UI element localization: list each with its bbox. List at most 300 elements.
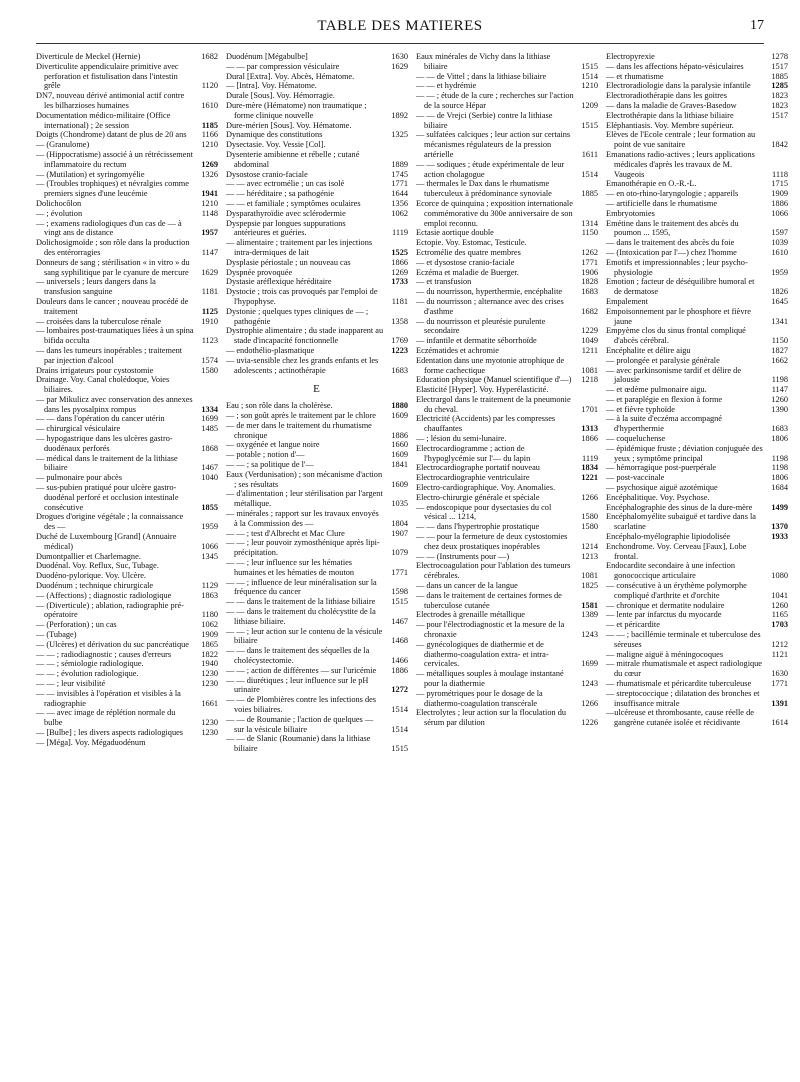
entry-page-number: 1699 xyxy=(581,659,598,669)
entry-text: — gynécologiques de diathermie et de diathermo-coagulation extra- et intra-cervicales. xyxy=(416,639,549,669)
entry-text: — (Perforation) ; un cas xyxy=(36,620,117,630)
entry-text: — — dans l'opération du cancer utérin xyxy=(36,414,165,424)
entry-text: — — ; leur pouvoir zymosthénique après lipi-précipitation. xyxy=(226,538,380,558)
entry-text: — — de Vittel ; dans la lithiase biliaire xyxy=(416,71,547,81)
index-entry xyxy=(416,228,598,238)
entry-text: Electrargol dans le traitement de la pneumonie du cheval. xyxy=(416,394,571,414)
entry-page-number: 1266 xyxy=(581,698,598,708)
entry-text: — en oto-rhino-laryngologie ; appareils xyxy=(606,189,739,199)
entry-text: Emanations radio-actives ; leurs applications médicales d'après les travaux de M. Vaugeois xyxy=(606,149,755,179)
index-entry xyxy=(416,591,598,611)
entry-text: Dysectasie. Voy. Vessie [Col]. xyxy=(226,140,326,150)
entry-text: — dans le traitement de certaines formes de tuberculose cutanée xyxy=(416,590,562,610)
entry-text: — dans la maladie de Graves-Basedow xyxy=(606,100,737,110)
index-entry xyxy=(36,571,218,581)
entry-page-number: 1581 xyxy=(581,600,598,610)
index-entry xyxy=(226,607,408,627)
index-entry xyxy=(606,610,788,620)
index-entry xyxy=(226,627,408,647)
entry-text: — dans un cancer de la langue xyxy=(416,581,518,591)
entry-page-number: 1123 xyxy=(201,336,218,346)
entry-text: — universels ; leurs dangers dans la transfusion sanguine xyxy=(36,277,156,297)
entry-text: Electrocardiogramme ; action de l'hypoglycémie sur l'— du lapin xyxy=(416,443,531,463)
entry-page-number: 1771 xyxy=(391,179,408,189)
entry-page-number: 1150 xyxy=(771,336,788,346)
entry-page-number: 1909 xyxy=(771,189,788,199)
index-entry xyxy=(416,91,598,111)
entry-text: — et fièvre typhoïde xyxy=(606,404,675,414)
index-entry xyxy=(226,268,408,278)
index-entry xyxy=(606,483,788,493)
entry-text: — — et familiale ; symptômes oculaires xyxy=(226,198,361,208)
entry-text: Electrodes à grenaille métallique xyxy=(416,610,525,620)
entry-text: Dysenterie amibienne et rébelle ; cutané abdominal xyxy=(226,149,360,169)
index-entry xyxy=(416,336,598,346)
entry-page-number: 1467 xyxy=(201,463,218,473)
index-entry xyxy=(416,483,598,493)
index-entry xyxy=(416,52,598,72)
entry-page-number: 1210 xyxy=(201,140,218,150)
entry-page-number: 1806 xyxy=(771,434,788,444)
entry-page-number: 1223 xyxy=(391,345,408,355)
index-entry xyxy=(416,434,598,444)
entry-page-number: 1326 xyxy=(201,169,218,179)
index-entry xyxy=(416,395,598,415)
index-entry xyxy=(416,493,598,503)
index-entry xyxy=(226,199,408,209)
entry-page-number: 1358 xyxy=(391,316,408,326)
entry-page-number: 1468 xyxy=(391,636,408,646)
index-entry xyxy=(606,150,788,179)
entry-page-number: 1165 xyxy=(771,610,788,620)
entry-text: Diverticule de Meckel (Hernie) xyxy=(36,52,141,61)
index-entry xyxy=(36,483,218,512)
entry-page-number: 1865 xyxy=(201,639,218,649)
entry-text: Electrolytes ; leur action sur la floculation du sérum par dilution xyxy=(416,708,566,728)
entry-page-number: 1683 xyxy=(391,365,408,375)
entry-text: — — (Instruments pour —) xyxy=(416,551,510,561)
index-entry xyxy=(606,356,788,366)
entry-page-number: 1035 xyxy=(391,499,408,509)
index-entry xyxy=(226,277,408,287)
entry-page-number: 1285 xyxy=(771,81,788,91)
entry-text: Empoisonnement par le phosphore et fièvre jaune xyxy=(606,306,751,326)
index-entry xyxy=(36,581,218,591)
entry-text: — — sodiques ; étude expérimentale de leur action cholagogue xyxy=(416,159,565,179)
index-entry xyxy=(226,81,408,91)
index-entry xyxy=(226,72,408,82)
entry-page-number: 1866 xyxy=(581,434,598,444)
entry-text: — — ; sa politique de l'— xyxy=(226,460,314,470)
entry-page-number: 1147 xyxy=(201,247,218,257)
index-entry xyxy=(226,258,408,268)
entry-text: — — ; leur influence sur les hématies humaines et les hématies de mouton xyxy=(226,558,355,577)
entry-page-number: 1081 xyxy=(581,571,598,581)
entry-text: Dolichosigmoïde ; son rôle dans la production des entérorragies xyxy=(36,238,190,257)
entry-text: — — ; bacillémie terminale et tuberculose des séreuses xyxy=(606,630,761,649)
index-entry xyxy=(226,346,408,356)
page-header xyxy=(0,14,800,38)
entry-page-number: 1609 xyxy=(391,450,408,460)
index-entry xyxy=(606,248,788,258)
entry-text: Empyème clos du sinus frontal compliqué d'abcès cérébral. xyxy=(606,326,746,346)
index-entry xyxy=(416,669,598,689)
entry-text: — [Intra]. Voy. Hématome. xyxy=(226,81,317,91)
index-entry xyxy=(226,307,408,327)
index-entry xyxy=(226,450,408,460)
index-entry xyxy=(606,630,788,650)
index-entry xyxy=(226,62,408,72)
entry-page-number: 1181 xyxy=(391,296,408,306)
index-entry xyxy=(606,209,788,219)
entry-page-number: 1684 xyxy=(771,483,788,493)
entry-page-number: 1699 xyxy=(201,414,218,424)
index-entry xyxy=(36,277,218,297)
entry-page-number: 1825 xyxy=(581,581,598,591)
index-entry xyxy=(606,689,788,709)
entry-text: — rhumatismale et péricardite tuberculeuse xyxy=(606,679,752,688)
index-entry xyxy=(36,62,218,91)
index-entry xyxy=(416,356,598,376)
entry-page-number: 1804 xyxy=(391,518,408,528)
index-entry xyxy=(416,199,598,228)
index-entry xyxy=(226,529,408,539)
index-entry xyxy=(36,414,218,424)
entry-page-number: 1062 xyxy=(201,620,218,630)
entry-page-number: 1066 xyxy=(201,541,218,551)
entry-page-number: 1118 xyxy=(772,169,788,179)
entry-text: Eaux (Verdunisation) ; son mécanisme d'action ; ses résultats xyxy=(226,469,383,489)
entry-text: — dans les tumeurs inopérables ; traitement par injection d'alcool xyxy=(36,345,183,365)
entry-page-number: 1313 xyxy=(581,424,598,434)
index-entry xyxy=(606,444,788,464)
index-entry xyxy=(36,375,218,395)
index-entry xyxy=(606,199,788,209)
index-entry xyxy=(226,287,408,307)
index-entry xyxy=(36,640,218,650)
index-entry xyxy=(226,101,408,121)
entry-page-number: 1629 xyxy=(391,61,408,71)
entry-page-number: 1682 xyxy=(201,52,218,61)
entry-text: — [Bulbe] ; les divers aspects radiologiques xyxy=(36,727,184,737)
index-entry xyxy=(226,421,408,441)
index-entry xyxy=(416,375,598,385)
entry-page-number: 1826 xyxy=(771,287,788,297)
entry-text: Eczématides et achromie xyxy=(416,345,499,355)
entry-text: — minérales ; rapport sur les travaux envoyés à la Commission des — xyxy=(226,509,379,528)
entry-text: Dyspnée provoquée xyxy=(226,267,293,277)
entry-text: Eczéma et maladie de Buerger. xyxy=(416,267,519,277)
entry-page-number: 1125 xyxy=(201,306,218,316)
index-entry xyxy=(36,708,218,728)
entry-text: Dolichocôlon xyxy=(36,198,82,208)
index-entry xyxy=(36,130,218,140)
entry-page-number: 1885 xyxy=(581,189,598,199)
index-entry xyxy=(606,679,788,689)
entry-page-number: 1041 xyxy=(771,590,788,600)
entry-text: — et dysostose cranio-faciale xyxy=(416,257,515,267)
entry-text: DN7, nouveau dérivé antimonial actif contre les bilharzioses humaines xyxy=(36,91,185,110)
entry-text: — chirurgical vésiculaire xyxy=(36,424,121,434)
index-entry xyxy=(606,385,788,395)
entry-page-number: 1166 xyxy=(201,130,218,140)
entry-page-number: 1940 xyxy=(201,659,218,669)
entry-page-number: 1611 xyxy=(581,149,598,159)
entry-page-number: 1771 xyxy=(391,567,408,577)
index-entry xyxy=(606,121,788,131)
entry-text: — — dans le traitement de la lithiase biliaire xyxy=(226,597,376,607)
entry-text: — dans le traitement des abcès du foie xyxy=(606,238,735,248)
entry-page-number: 1334 xyxy=(201,404,218,414)
index-entry xyxy=(606,72,788,82)
entry-text: — potable ; notion d'— xyxy=(226,450,305,460)
entry-text: Ecorce de quinquina ; exposition internationale commémorative du 300e anniversaire de son emploi reconnu. xyxy=(416,198,573,228)
entry-text: — et péricardite xyxy=(606,620,660,630)
entry-text: — — ; action de différentes — sur l'uricémie xyxy=(226,665,377,675)
index-entry xyxy=(606,277,788,297)
entry-text: —ulcéreuse et thrombosante, cause réelle de gangrène cutanée isolée et récidivante xyxy=(606,708,754,728)
entry-page-number: 1129 xyxy=(201,581,218,591)
entry-text: Douleurs dans le cancer ; nouveau procédé de traitement xyxy=(36,296,189,316)
entry-text: Embryotomies xyxy=(606,208,655,218)
index-entry xyxy=(36,424,218,434)
entry-text: Empalement xyxy=(606,296,648,306)
entry-text: Elèves de l'Ecole centrale ; leur formation au point de vue sanitaire xyxy=(606,130,756,150)
entry-text: — lombaires post-traumatiques liées à un spina bifida occulta xyxy=(36,326,194,346)
entry-text: — — pour la fermeture de deux cystostomies chez deux prostatiques inopérables xyxy=(416,532,568,551)
entry-text: — (Granulome) xyxy=(36,140,90,150)
entry-text: Dysplasie périostale ; un nouveau cas xyxy=(226,257,351,267)
entry-page-number: 1485 xyxy=(201,424,218,434)
entry-page-number: 1210 xyxy=(581,81,598,91)
entry-text: Eau ; son rôle dans la cholérèse. xyxy=(226,401,333,411)
index-entry xyxy=(36,679,218,689)
index-entry xyxy=(226,676,408,696)
entry-text: Duché de Luxembourg [Grand] (Annuaire médical) xyxy=(36,532,177,551)
entry-text: — thermales le Dax dans le rhumatisme tuberculeux à prédominance synoviale xyxy=(416,179,552,199)
entry-page-number: 1683 xyxy=(771,424,788,434)
entry-page-number: 1827 xyxy=(771,345,788,355)
entry-page-number: 1644 xyxy=(391,189,408,199)
entry-text: Dystonie ; quelques types cliniques de — ; pathogénie xyxy=(226,306,369,326)
entry-text: — — ; étude de la cure ; recherches sur l'action de la source Hépar xyxy=(416,91,574,110)
entry-text: — avec parkinsonisme tardif et délire de jalousie xyxy=(606,365,742,385)
entry-page-number: 1466 xyxy=(391,656,408,666)
index-entry xyxy=(226,509,408,529)
entry-text: — à la suite d'eczéma accompagné d'hyperthermie xyxy=(606,414,722,434)
entry-page-number: 1278 xyxy=(771,52,788,61)
index-entry xyxy=(226,356,408,376)
entry-text: Emotifs et impressionnables ; leur psycho-physiologie xyxy=(606,257,748,277)
entry-page-number: 1314 xyxy=(581,218,598,228)
entry-text: Duodénum ; technique chirurgicale xyxy=(36,581,154,591)
index-entry xyxy=(606,52,788,62)
entry-text: — — avec image de réplétion normale du bulbe xyxy=(36,708,176,728)
entry-text: — pulmonaire pour abcès xyxy=(36,473,122,483)
entry-page-number: 1610 xyxy=(201,100,218,110)
index-entry xyxy=(36,434,218,454)
entry-text: — [Méga]. Voy. Mégaduodénum xyxy=(36,737,146,747)
entry-page-number: 1211 xyxy=(581,345,598,355)
entry-text: — chronique et dermatite nodulaire xyxy=(606,600,725,610)
entry-page-number: 1959 xyxy=(771,267,788,277)
entry-page-number: 1147 xyxy=(771,385,788,395)
index-entry xyxy=(416,160,598,180)
entry-text: — sus-pubien pratiqué pour ulcère gastro-duodénal perforé et occlusion intestinale consécutive xyxy=(36,483,179,512)
header-rule xyxy=(36,43,764,44)
index-entry xyxy=(606,395,788,405)
entry-page-number: 1886 xyxy=(391,430,408,440)
entry-page-number: 1517 xyxy=(771,61,788,71)
entry-text: Electro-chirurgie générale et spéciale xyxy=(416,492,540,502)
entry-text: Documentation médico-militaire (Office international) ; 2e session xyxy=(36,110,171,130)
entry-text: — mitrale rhumatismale et aspect radiologique du cœur xyxy=(606,659,762,679)
index-entry xyxy=(606,219,788,239)
entry-text: — — dans le traitement du cholécystite de la lithiase biliaire. xyxy=(226,607,376,626)
index-entry xyxy=(416,258,598,268)
index-entry xyxy=(606,62,788,72)
entry-text: Ectasie aortique double xyxy=(416,228,494,238)
entry-text: — ; son goût après le traitement par le chlore xyxy=(226,411,376,421)
entry-text: — ; examens radiologiques d'un cas de — à vingt ans de distance xyxy=(36,218,182,238)
entry-page-number: 1701 xyxy=(581,404,598,414)
index-entry xyxy=(36,620,218,630)
entry-text: — du nourrisson ; alternance avec des crises d'asthme xyxy=(416,296,564,316)
index-entry xyxy=(416,277,598,287)
index-entry xyxy=(416,522,598,532)
entry-page-number: 1842 xyxy=(771,140,788,150)
entry-text: — endoscopique pour dysectasies du col vésical ... 1214, xyxy=(416,502,552,522)
entry-page-number: 1885 xyxy=(771,71,788,81)
entry-page-number: 1467 xyxy=(391,616,408,626)
index-entry xyxy=(606,238,788,248)
entry-text: Encéphalitique. Voy. Psychose. xyxy=(606,492,710,502)
index-entry xyxy=(606,620,788,630)
index-entry xyxy=(226,121,408,131)
entry-text: Edentation dans une myotonie atrophique de forme cachectique xyxy=(416,355,565,375)
entry-text: Emétine dans le traitement des abcès du poumon ... 1595, xyxy=(606,218,739,238)
index-entry xyxy=(416,297,598,317)
entry-text: — — ; test d'Albrecht et Mac Clure xyxy=(226,528,345,538)
entry-text: Eaux minérales de Vichy dans la lithiase biliaire xyxy=(416,52,551,71)
index-entry xyxy=(606,297,788,307)
entry-page-number: 1515 xyxy=(391,597,408,607)
entry-page-number: 1266 xyxy=(581,492,598,502)
entry-text: — consécutive à un érythème polymorphe compliqué d'arthrite et d'orchite xyxy=(606,581,747,600)
entry-text: — croisées dans la tuberculose rénale xyxy=(36,316,162,326)
entry-text: — lente par infarctus du myocarde xyxy=(606,610,722,620)
entry-page-number: 1957 xyxy=(201,228,218,238)
entry-page-number: 1066 xyxy=(771,208,788,218)
index-entry xyxy=(226,489,408,509)
index-entry xyxy=(226,130,408,140)
entry-text: Dural [Extra]. Voy. Abcès, Hématome. xyxy=(226,71,355,81)
entry-page-number: 1180 xyxy=(201,610,218,620)
entry-text: Electro-cardiographique. Voy. Anomalies. xyxy=(416,483,556,493)
entry-page-number: 1661 xyxy=(201,698,218,708)
entry-text: — psychosique aiguë azotémique xyxy=(606,483,718,493)
entry-page-number: 1703 xyxy=(771,620,788,630)
entry-page-number: 1959 xyxy=(201,522,218,532)
entry-page-number: 1269 xyxy=(391,267,408,277)
index-entry xyxy=(36,650,218,660)
entry-text: — — avec ectromélie ; un cas isolé xyxy=(226,179,345,189)
entry-page-number: 1907 xyxy=(391,528,408,538)
entry-text: — uvia-sensible chez les grands enfants et les adolescents ; actinothérapie xyxy=(226,355,379,375)
index-entry xyxy=(36,591,218,601)
index-entry xyxy=(606,111,788,121)
index-entry xyxy=(606,414,788,434)
index-entry xyxy=(606,493,788,503)
entry-page-number: 1886 xyxy=(771,198,788,208)
index-entry xyxy=(36,738,218,748)
index-entry xyxy=(606,366,788,386)
index-entry xyxy=(416,463,598,473)
index-entry xyxy=(36,111,218,131)
entry-text: — — par compression vésiculaire xyxy=(226,61,340,71)
entry-page-number: 1806 xyxy=(771,473,788,483)
entry-text: Electrocardiographie ventriculaire xyxy=(416,473,530,483)
entry-text: Electrocardiographe portatif nouveau xyxy=(416,463,540,473)
entry-text: — alimentaire ; traitement par les injections intra-dermiques de lait xyxy=(226,238,373,257)
entry-text: — de mer dans le traitement du rhumatisme chronique xyxy=(226,420,372,440)
entry-page-number: 1910 xyxy=(201,316,218,326)
entry-page-number: 1119 xyxy=(582,453,598,463)
entry-text: Ectopie. Voy. Estomac, Testicule. xyxy=(416,238,527,248)
entry-page-number: 1272 xyxy=(391,685,408,695)
index-entry xyxy=(226,179,408,189)
index-entry xyxy=(416,640,598,669)
entry-text: Dynamique des constitutions xyxy=(226,130,323,140)
entry-page-number: 1941 xyxy=(201,189,218,199)
page-number: 17 xyxy=(750,18,764,33)
index-entry xyxy=(606,512,788,532)
index-entry xyxy=(606,307,788,327)
entry-page-number: 1823 xyxy=(771,100,788,110)
index-entry xyxy=(36,689,218,709)
entry-page-number: 1213 xyxy=(581,551,598,561)
entry-text: Electrocoagulation pour l'ablation des tumeurs cérébrales. xyxy=(416,561,571,581)
entry-page-number: 1682 xyxy=(581,306,598,316)
entry-page-number: 1630 xyxy=(391,52,408,61)
entry-page-number: 1886 xyxy=(391,665,408,675)
entry-page-number: 1828 xyxy=(581,277,598,287)
entry-page-number: 1933 xyxy=(771,532,788,542)
entry-page-number: 1185 xyxy=(201,120,218,130)
index-entry xyxy=(416,268,598,278)
entry-text: — — dans le traitement des séquelles de la cholécystectomie. xyxy=(226,646,370,666)
entry-page-number: 1356 xyxy=(391,198,408,208)
entry-page-number: 1062 xyxy=(391,208,408,218)
index-entry xyxy=(606,326,788,346)
entry-text: — (Hippocratisme) associé à un rétrécissement inflammatoire du rectum xyxy=(36,149,193,169)
index-entry xyxy=(606,650,788,660)
entry-page-number: 1514 xyxy=(581,169,598,179)
entry-text: Drainage. Voy. Canal cholédoque, Voies biliaires. xyxy=(36,375,170,395)
entry-page-number: 1517 xyxy=(771,110,788,120)
entry-text: — (Mutilation) et syringomyélie xyxy=(36,169,145,179)
index-entry xyxy=(416,444,598,464)
entry-text: Encéphalo-myélographie lipiodolisée xyxy=(606,532,731,542)
entry-page-number: 1514 xyxy=(581,71,598,81)
entry-page-number: 1515 xyxy=(391,744,408,754)
index-entry xyxy=(226,646,408,666)
entry-text: — (Troubles trophiques) et névralgies comme premiers signes d'une leucémie xyxy=(36,179,189,199)
running-title: TABLE DES MATIERES xyxy=(317,18,483,34)
entry-page-number: 1660 xyxy=(391,440,408,450)
entry-page-number: 1390 xyxy=(771,404,788,414)
index-entry xyxy=(36,179,218,199)
